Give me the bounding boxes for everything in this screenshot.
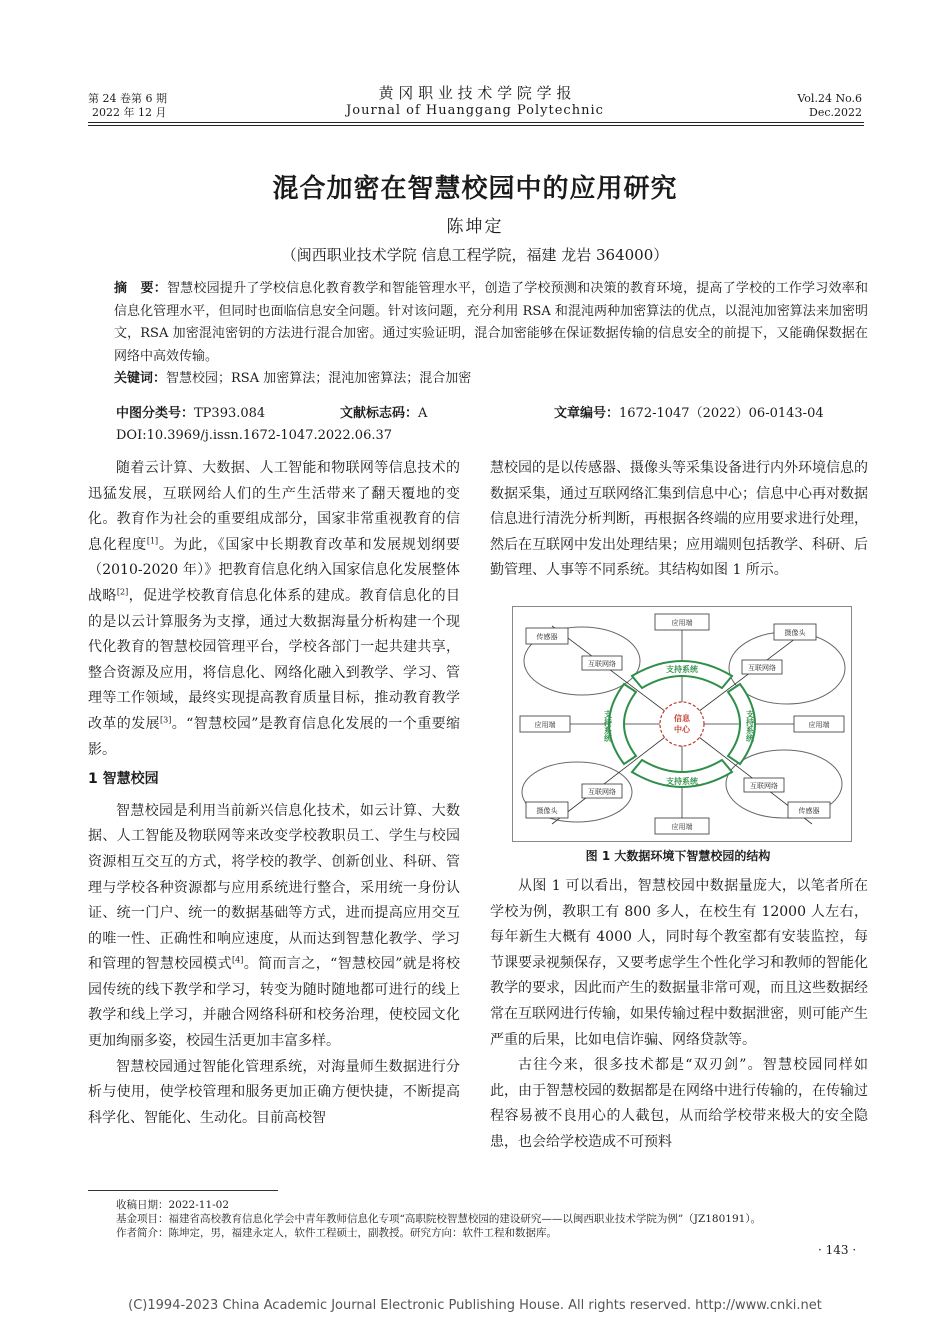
section-1-text-b: 。简而言之，“智慧校园”就是将校园传统的线下教学和学习，转变为随时随地都可进行的线上教学和线上学习，并融合网络科研和校务治理，使校园文化更加绚丽多姿，校园生活更加丰富多样。 xyxy=(88,956,460,1050)
issue-info-en xyxy=(797,92,862,120)
header-rule-bottom xyxy=(88,125,864,126)
keywords-text: 智慧校园；RSA 加密算法；混沌加密算法；混合加密 xyxy=(166,371,472,387)
footnote-fund: 基金项目：福建省高校教育信息化学会中青年教师信息化专项“高职院校智慧校园的建设研究——以闽西职业技术学院为例”（JZ180191）。 xyxy=(116,1213,762,1225)
journal-name-en: Journal of Huanggang Polytechnic xyxy=(346,103,604,118)
app-label-top: 应用端 xyxy=(671,619,693,627)
header-rule-top xyxy=(88,122,864,123)
support-label-right: 支持系统 xyxy=(745,710,755,742)
issue-volume-en: Vol.24 No.6 xyxy=(797,92,862,105)
app-label-left: 应用端 xyxy=(534,721,556,729)
intro-text-b: 。为此，《国家中长期教育改革和发展规划纲要（2010-2020 年）》把教育信息化纳入国家信息化发展整体战略 xyxy=(88,536,461,604)
abstract xyxy=(88,278,868,391)
intro-text-d: 。“智慧校园”是教育信息化发展的一个重要缩影。 xyxy=(88,715,460,758)
ref-2: [2] xyxy=(116,587,129,597)
intro-text-c: ，促进学校教育信息化体系的建成。教育信息化的目的是以云计算服务为支撑，通过大数据海量分析构建一个现代化教育的智慧校园管理平台，学校各部门一起共建共享，整合资源及应用，将信息化、网络化融入到教学、学习、管理等工作领域，最终实现提高教育质量目标，推动教育教学改革的发展 xyxy=(88,587,461,732)
intro-text-a: 随着云计算、大数据、人工智能和物联网等信息技术的迅猛发展，互联网给人们的生产生活带来了翻天覆地的变化。教育作为社会的重要组成部分，国家非常重视教育的信息化程度 xyxy=(88,460,460,553)
ref-3: [3] xyxy=(160,715,172,725)
right-column-bottom xyxy=(490,874,868,1156)
keywords-label: 关键词： xyxy=(114,371,167,387)
abstract-label: 摘 要： xyxy=(114,281,167,296)
clc-label: 中图分类号： xyxy=(116,406,195,421)
section-1-heading: 1 智慧校园 xyxy=(88,771,159,788)
abstract-body xyxy=(88,278,868,368)
doi: DOI:10.3969/j.issn.1672-1047.2022.06.37 xyxy=(116,428,393,443)
internet-label-top-right: 互联网络 xyxy=(748,664,776,672)
internet-label-bottom-right: 互联网络 xyxy=(750,782,778,790)
right-paragraph-1: 慧校园的是以传感器、摄像头等采集设备进行内外环境信息的数据采集，通过互联网络汇集到信息中心；信息中心再对数据信息进行清洗分析判断，再根据各终端的应用要求进行处理，然后在互联网中发出处理结果；应用端则包括教学、科研、后勤管理、人事等不同系统。其结构如图 1 所示。 xyxy=(490,460,868,579)
copyright-footer: (C)1994-2023 China Academic Journal Electronic Publishing House. All rights reserved. http://www.cnki.net xyxy=(128,1298,822,1313)
page-number: · 143 · xyxy=(818,1243,857,1257)
ref-4: [4] xyxy=(231,955,244,965)
support-label-left: 支持系统 xyxy=(603,710,613,742)
sensor-label-bottom-right: 传感器 xyxy=(798,807,820,815)
footnote-bio: 作者简介：陈坤定，男，福建永定人，软件工程硕士，副教授。研究方向：软件工程和数据库。 xyxy=(116,1227,557,1239)
camera-label-bottom-left: 摄像头 xyxy=(536,807,558,815)
section-1-paragraph-2: 智慧校园通过智能化管理系统，对海量师生数据进行分析与使用，使学校管理和服务更加正确方便快捷，不断提高科学化、智能化、生动化。目前高校智 xyxy=(88,1058,460,1126)
app-label-bottom: 应用端 xyxy=(671,823,693,831)
section-1-text-a: 智慧校园是利用当前新兴信息化技术，如云计算、大数据、人工智能及物联网等来改变学校教职员工、学生与校园资源相互交互的方式，将学校的教学、创新创业、科研、管理与学校各种资源都与应用系统进行整合，采用统一身份认证、统一门户、统一的数据基础等方式，进而提高应用交互的唯一性、正确性和响应速度，从而达到智慧化教学、学习和管理的智慧校园模式 xyxy=(88,802,460,973)
camera-label-top-right: 摄像头 xyxy=(784,629,806,637)
doc-value: A xyxy=(418,406,428,421)
author-name: 陈坤定 xyxy=(446,217,504,237)
doc-label: 文献标志码： xyxy=(340,406,419,421)
paper-title: 混合加密在智慧校园中的应用研究 xyxy=(272,174,678,204)
support-label-top: 支持系统 xyxy=(666,665,698,674)
app-label-right: 应用端 xyxy=(808,721,830,729)
footnote-rule xyxy=(88,1190,278,1191)
figure-1-diagram xyxy=(512,606,852,842)
support-label-bottom: 支持系统 xyxy=(666,777,698,786)
author-affiliation: （闽西职业技术学院 信息工程学院，福建 龙岩 364000） xyxy=(281,246,669,264)
right-paragraph-3: 古往今来，很多技术都是“双刃剑”。智慧校园同样如此，由于智慧校园的数据都是在网络中进行传输的，在传输过程容易被不良用心的人截包，从而给学校带来极大的安全隐患，也会给学校造成不可预料 xyxy=(490,1057,868,1150)
right-paragraph-2: 从图 1 可以看出，智慧校园中数据量庞大，以笔者所在学校为例，教职工有 800 多人，在校生有 12000 人左右，每年新生大概有 4000 人，同时每个教室都有安装监控，每节课要录视频保存，又要考虑学生个性化学习和教师的智能化教学的要求，因此而产生的数据量非常可观，而且这些数据经常在互联网进行传输，如果传输过程中数据泄密，则可能产生严重的后果，比如电信诈骗、网络贷款等。 xyxy=(490,878,868,1048)
sensor-label-top-left: 传感器 xyxy=(536,633,558,641)
info-center-label-2: 中心 xyxy=(674,725,690,734)
footnote-received: 收稿日期：2022-11-02 xyxy=(116,1199,230,1211)
figure-1-caption: 图 1 大数据环境下智慧校园的结构 xyxy=(585,849,771,863)
clc-value: TP393.084 xyxy=(194,406,266,421)
internet-label-top-left: 互联网络 xyxy=(588,660,616,668)
right-column-top xyxy=(490,456,868,584)
article-number xyxy=(554,403,824,425)
intro-paragraph xyxy=(88,456,460,763)
doc-code xyxy=(340,403,427,425)
issue-date: 2022 年 12 月 xyxy=(92,106,167,119)
ref-1: [1] xyxy=(146,536,159,546)
issue-volume: 第 24 卷第 6 期 xyxy=(88,92,167,105)
article-label: 文章编号： xyxy=(554,406,620,421)
keywords xyxy=(88,368,868,391)
journal-name-cn: 黄 冈 职 业 技 术 学 院 学 报 xyxy=(378,84,572,102)
info-center-circle xyxy=(660,702,704,746)
internet-label-bottom-left: 互联网络 xyxy=(588,788,616,796)
left-column xyxy=(88,456,460,1131)
article-value: 1672-1047（2022）06-0143-04 xyxy=(619,406,824,421)
abstract-text: 智慧校园提升了学校信息化教育教学和智能管理水平，创造了学校预测和决策的教育环境，提高了学校的工作学习效率和信息化管理水平，但同时也面临信息安全问题。针对该问题，充分利用 RSA 和混沌两种加密算法的优点，以混沌加密算法来加密明文，RSA 加密混沌密钥的方法进行混合加密。通过实验证明，混合加密能够在保证数据传输的信息安全的前提下，又能确保数据在网络中高效传输。 xyxy=(114,281,868,364)
info-center-label-1: 信息 xyxy=(674,714,690,723)
issue-date-en: Dec.2022 xyxy=(809,106,862,119)
clc-number xyxy=(116,403,265,425)
section-1-paragraph-1 xyxy=(88,799,460,1055)
